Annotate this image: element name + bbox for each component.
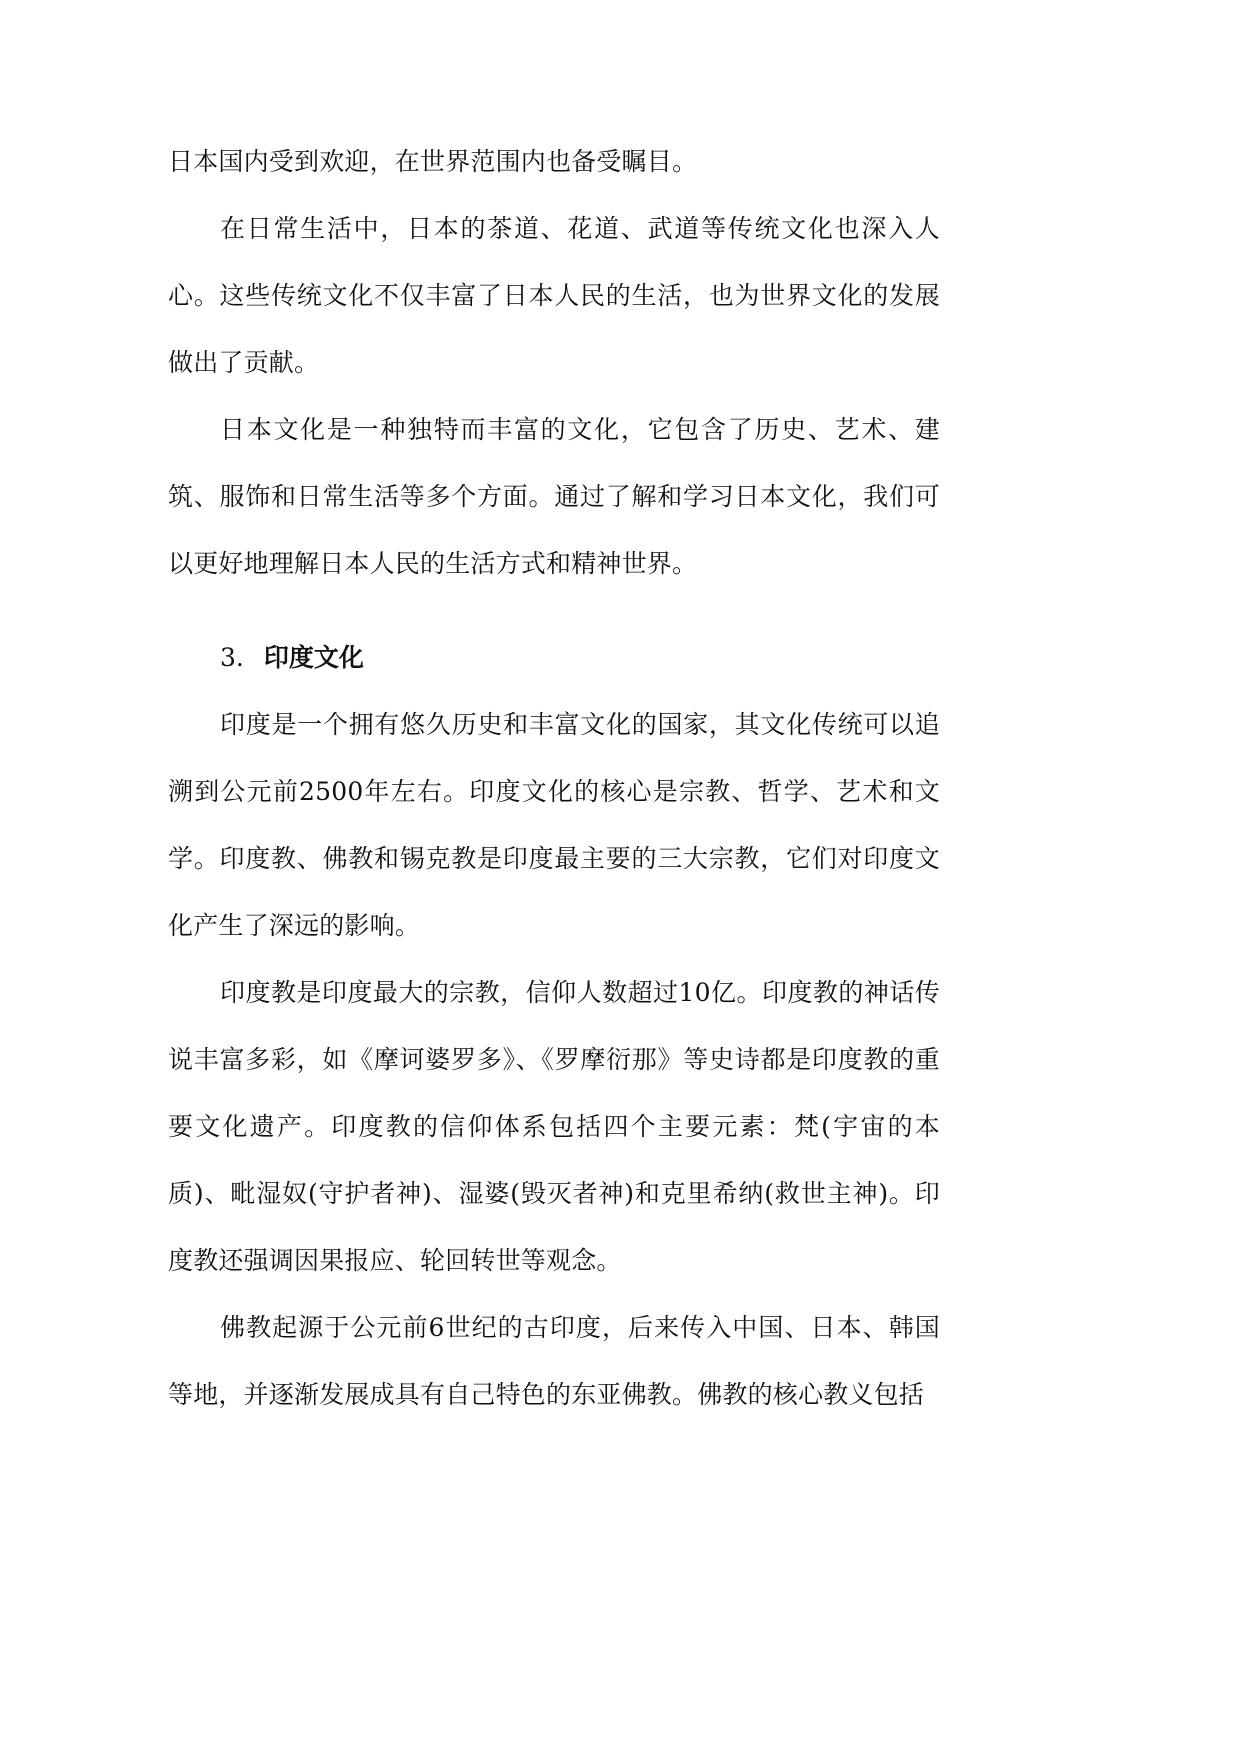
paragraph-continuation: 日本国内受到欢迎，在世界范围内也备受瞩目。 [168,147,698,176]
section-title: 印度文化 [263,643,364,672]
section-heading [168,624,940,691]
paragraph: 印度是一个拥有悠久历史和丰富文化的国家，其文化传统可以追溯到公元前2500年左右。印度文化的核心是宗教、哲学、艺术和文学。印度教、佛教和锡克教是印度最主要的三大宗教，它们对印度文化产生了深远的影响。 [168,710,940,940]
paragraph: 日本文化是一种独特而丰富的文化，它包含了历史、艺术、建筑、服饰和日常生活等多个方面。通过了解和学习日本文化，我们可以更好地理解日本人民的生活方式和精神世界。 [168,415,940,578]
paragraph: 佛教起源于公元前6世纪的古印度，后来传入中国、日本、韩国等地，并逐渐发展成具有自己特色的东亚佛教。佛教的核心教义包括 [168,1313,940,1409]
document-body [168,128,940,1428]
paragraph: 在日常生活中，日本的茶道、花道、武道等传统文化也深入人心。这些传统文化不仅丰富了日本人民的生活，也为世界文化的发展做出了贡献。 [168,214,940,377]
paragraph: 印度教是印度最大的宗教，信仰人数超过10亿。印度教的神话传说丰富多彩，如《摩诃婆罗多》、《罗摩衍那》等史诗都是印度教的重要文化遗产。印度教的信仰体系包括四个主要元素：梵(宇宙的本质)、毗湿奴(守护者神)、湿婆(毁灭者神)和克里希纳(救世主神)。印度教还强调因果报应、轮回转世等观念。 [168,978,940,1275]
section-number: 3. [220,643,244,672]
